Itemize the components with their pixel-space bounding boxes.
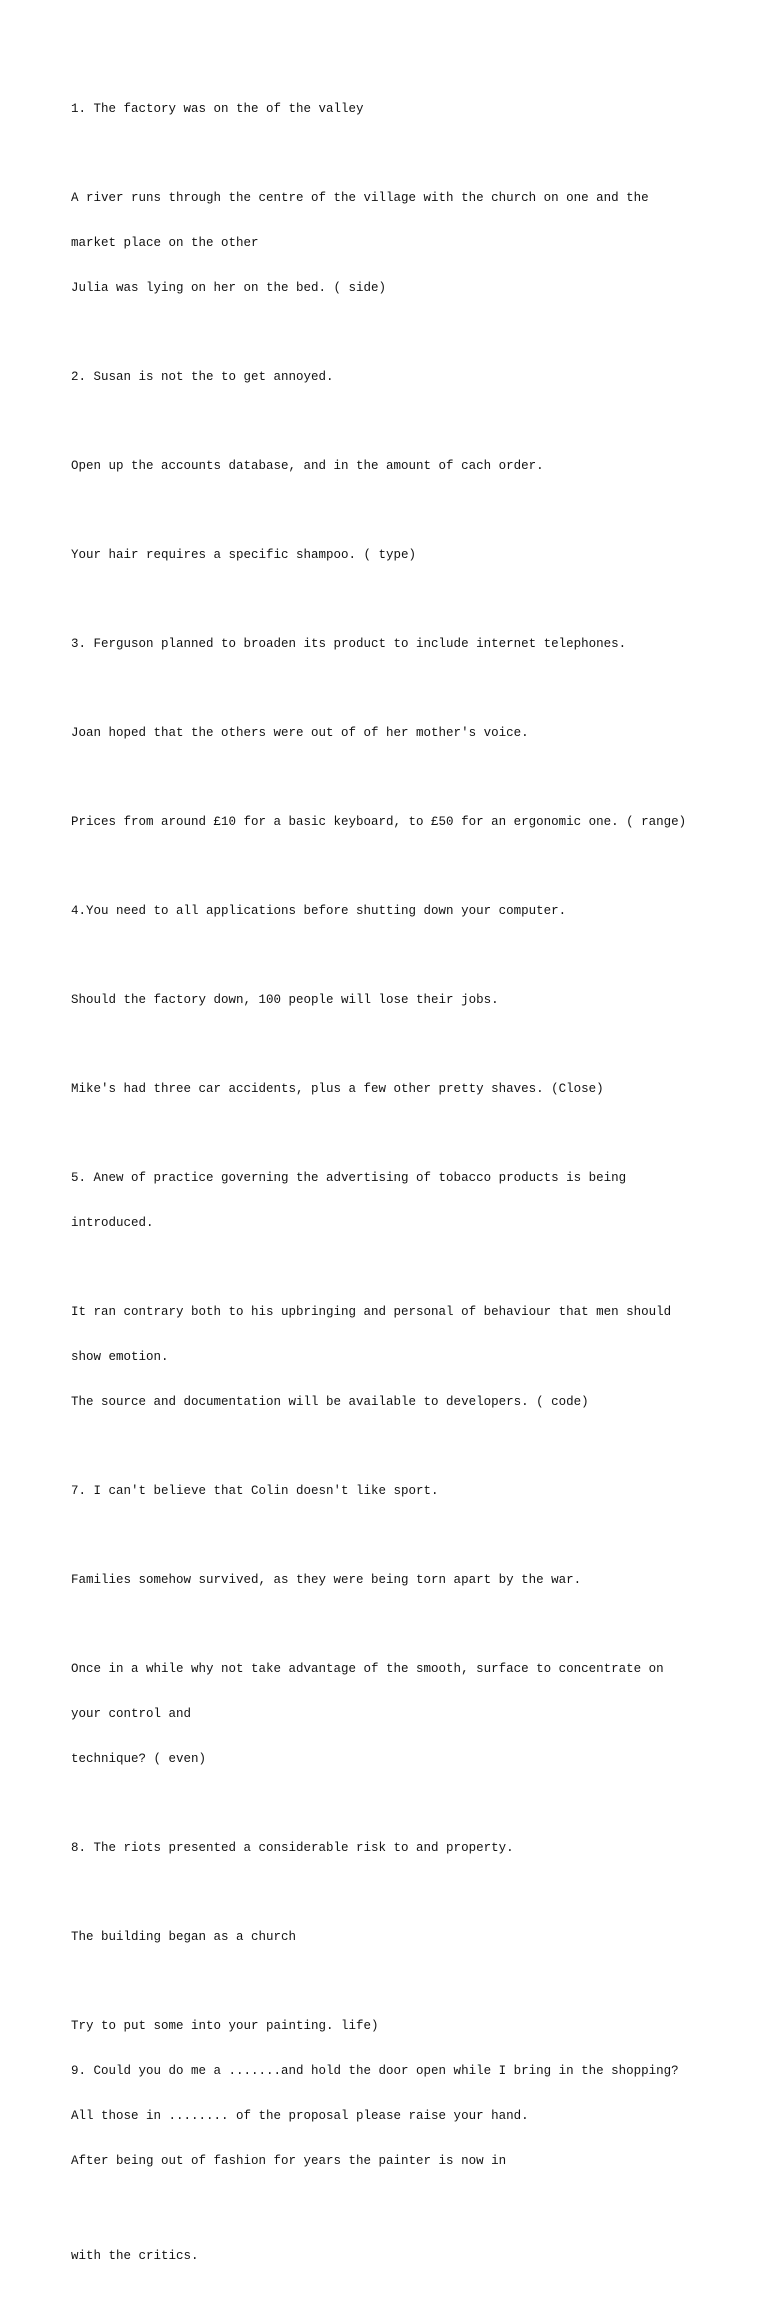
paragraph-12 (71, 1141, 731, 1261)
text-line: The building began as a church (71, 1930, 297, 1944)
document-page (71, 72, 731, 2308)
text-line: 2. Susan is not the to get annoyed. (71, 370, 334, 384)
paragraph-3 (71, 340, 731, 415)
text-line: 4.You need to all applications before shutting down your computer. (71, 904, 567, 918)
text-line: show emotion. (71, 1350, 169, 1364)
text-line: your control and (71, 1707, 192, 1721)
paragraph-2 (71, 161, 731, 326)
text-line: with the critics. (71, 2249, 199, 2263)
text-line: 3. Ferguson planned to broaden its product to include internet telephones. (71, 637, 627, 651)
text-line: It ran contrary both to his upbringing and personal of behaviour that men should (71, 1305, 672, 1319)
paragraph-1 (71, 72, 731, 147)
paragraph-4 (71, 429, 731, 504)
paragraph-9 (71, 874, 731, 949)
text-line: 8. The riots presented a considerable risk to and property. (71, 1841, 514, 1855)
paragraph-7 (71, 696, 731, 771)
text-line: Open up the accounts database, and in the amount of cach order. (71, 459, 544, 473)
paragraph-14 (71, 1454, 731, 1529)
paragraph-13 (71, 1275, 731, 1440)
paragraph-15 (71, 1543, 731, 1618)
text-line: Your hair requires a specific shampoo. ( type) (71, 548, 417, 562)
text-line: A river runs through the centre of the village with the church on one and the (71, 191, 649, 205)
paragraph-6 (71, 607, 731, 682)
paragraph-5 (71, 518, 731, 593)
paragraph-16 (71, 1632, 731, 1797)
text-line: Prices from around £10 for a basic keyboard, to £50 for an ergonomic one. ( range) (71, 815, 687, 829)
text-line: technique? ( even) (71, 1752, 207, 1766)
text-line: After being out of fashion for years the painter is now in (71, 2154, 507, 2168)
text-line: 1. The factory was on the of the valley (71, 102, 364, 116)
text-line: Joan hoped that the others were out of of her mother's voice. (71, 726, 529, 740)
text-line: Families somehow survived, as they were being torn apart by the war. (71, 1573, 582, 1587)
text-line: Mike's had three car accidents, plus a few other pretty shaves. (Close) (71, 1082, 604, 1096)
text-line: 7. I can't believe that Colin doesn't like sport. (71, 1484, 439, 1498)
paragraph-8 (71, 785, 731, 860)
text-line: market place on the other (71, 236, 259, 250)
paragraph-11 (71, 1052, 731, 1127)
text-line: 5. Anew of practice governing the advertising of tobacco products is being (71, 1171, 627, 1185)
text-line: Once in a while why not take advantage of the smooth, surface to concentrate on (71, 1662, 664, 1676)
text-line: The source and documentation will be available to developers. ( code) (71, 1395, 589, 1409)
paragraph-18 (71, 1900, 731, 1975)
paragraph-10 (71, 963, 731, 1038)
paragraph-17 (71, 1811, 731, 1886)
text-line: 9. Could you do me a .......and hold the door open while I bring in the shopping? (71, 2064, 679, 2078)
paragraph-19 (71, 1989, 731, 2199)
text-line: Try to put some into your painting. life) (71, 2019, 379, 2033)
text-line: introduced. (71, 1216, 154, 1230)
paragraph-20 (71, 2219, 731, 2294)
text-line: Julia was lying on her on the bed. ( side) (71, 281, 387, 295)
text-line: All those in ........ of the proposal please raise your hand. (71, 2109, 529, 2123)
text-line: Should the factory down, 100 people will lose their jobs. (71, 993, 499, 1007)
